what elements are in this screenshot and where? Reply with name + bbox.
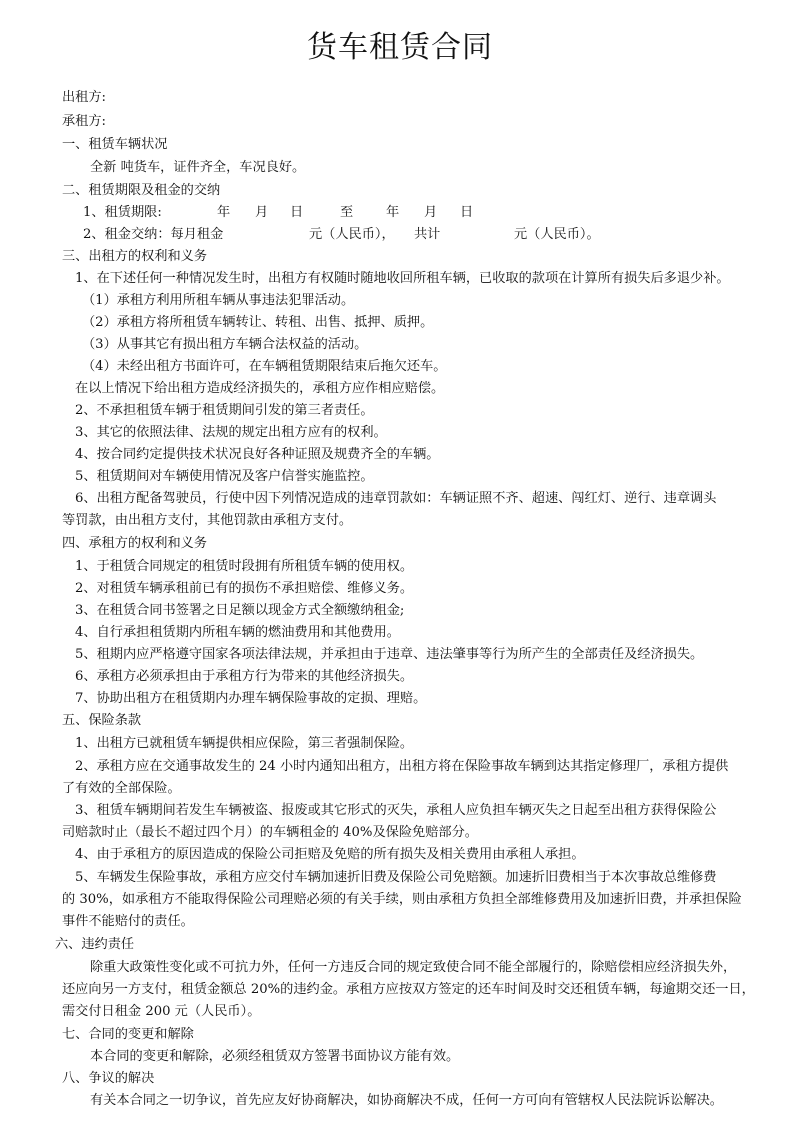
lessee-right-6: 6、承租方必须承担由于承租方行为带来的其他经济损失。	[75, 669, 414, 684]
breach-line-2: 还应向另一方支付，租赁金额总 20%的违约金。承租方应按双方签定的还车时间及时交还租赁车辆，每逾期交还一日，	[62, 982, 755, 997]
section-1-heading: 一、租赁车辆状况	[62, 137, 168, 152]
lessor-label: 出租方:	[62, 90, 107, 105]
amendment-text: 本合同的变更和解除，必须经租赁双方签署书面协议方能有效。	[90, 1049, 460, 1064]
lessee-right-4: 4、自行承担租赁期内所租车辆的燃油费用和其他费用。	[75, 625, 400, 640]
lessor-right-1-item-2: （2）承租方将所租赁车辆转让、转租、出售、抵押、质押。	[82, 315, 434, 330]
dispute-text: 有关本合同之一切争议，首先应友好协商解决，如协商解决不成，任何一方可向有管辖权人民法院诉讼解决。	[90, 1093, 723, 1108]
total-label: 共计	[414, 227, 441, 242]
lessor-right-1-item-1: （1）承租方利用所租车辆从事违法犯罪活动。	[82, 293, 355, 308]
lessor-right-3: 3、其它的依照法律、法规的规定出租方应有的权利。	[75, 425, 387, 440]
lessee-right-1: 1、于租赁合同规定的租赁时段拥有所租赁车辆的使用权。	[75, 559, 414, 574]
section-8-heading: 八、争议的解决	[62, 1071, 155, 1086]
breach-line-1: 除重大政策性变化或不可抗力外，任何一方违反合同的规定致使合同不能全部履行的，除赔偿相应经济损失外，	[90, 960, 737, 975]
section-4-heading: 四、承租方的权利和义务	[62, 536, 208, 551]
period-month-start: 月	[255, 205, 269, 220]
breach-line-3: 需交付日租金 200 元（人民币）。	[62, 1004, 261, 1019]
section-6-heading: 六、违约责任	[55, 937, 135, 952]
period-month-end: 月	[424, 205, 438, 220]
insurance-5-line-2: 的 30%，如承租方不能取得保险公司理赔必须的有关手续，则由承租方负担全部维修费用及加速折旧费，并承担保险	[62, 892, 742, 907]
insurance-3-line-1: 3、租赁车辆期间若发生车辆被盗、报废或其它形式的灭失，承租人应负担车辆灭失之日起至出租方获得保险公	[75, 803, 717, 818]
lessor-right-1: 1、在下述任何一种情况发生时，出租方有权随时随地收回所租车辆，已收取的款项在计算所有损失后多退少补。	[75, 271, 730, 286]
rental-period-label: 1、租赁期限:	[83, 205, 162, 220]
rent-label: 2、租金交纳：每月租金	[83, 227, 224, 242]
section-1-text: 全新 吨货车，证件齐全，车况良好。	[90, 160, 306, 175]
section-2-heading: 二、租赁期限及租金的交纳	[62, 183, 221, 198]
lessee-right-3: 3、在租赁合同书签署之日足额以现金方式全额缴纳租金;	[75, 603, 405, 618]
insurance-2-line-1: 2、承租方应在交通事故发生的 24 小时内通知出租方，出租方将在保险事故车辆到达其指定修理厂，承租方提供	[75, 759, 729, 774]
lessor-right-6-line-2: 等罚款，由出租方支付，其他罚款由承租方支付。	[62, 513, 353, 528]
section-7-heading: 七、合同的变更和解除	[62, 1027, 194, 1042]
lessor-right-6-line-1: 6、出租方配备驾驶员，行使中因下列情况造成的违章罚款如：车辆证照不齐、超速、闯红灯、逆行、违章调头	[75, 491, 717, 506]
insurance-2-line-2: 了有效的全部保险。	[62, 781, 181, 796]
total-unit: 元（人民币）。	[514, 227, 600, 242]
section-3-heading: 三、出租方的权利和义务	[62, 249, 208, 264]
insurance-4: 4、由于承租方的原因造成的保险公司拒赔及免赔的所有损失及相关费用由承租人承担。	[75, 847, 585, 862]
section-5-heading: 五、保险条款	[62, 713, 142, 728]
insurance-5-line-1: 5、车辆发生保险事故，承租方应交付车辆加速折旧费及保险公司免赔额。加速折旧费相当于本次事故总维修费	[75, 870, 717, 885]
lessor-right-4: 4、按合同约定提供技术状况良好各种证照及规费齐全的车辆。	[75, 447, 440, 462]
lessor-right-2: 2、不承担租赁车辆于租赁期间引发的第三者责任。	[75, 403, 374, 418]
lessee-label: 承租方:	[62, 114, 107, 129]
lessor-right-5: 5、租赁期间对车辆使用情况及客户信誉实施监控。	[75, 469, 374, 484]
lessee-right-5: 5、租期内应严格遵守国家各项法律法规，并承担由于违章、违法肇事等行为所产生的全部责任及经济损失。	[75, 647, 704, 662]
insurance-1: 1、出租方已就租赁车辆提供相应保险，第三者强制保险。	[75, 736, 414, 751]
lessee-right-2: 2、对租赁车辆承租前已有的损伤不承担赔偿、维修义务。	[75, 581, 414, 596]
period-to: 至	[340, 205, 354, 220]
document-title: 货车租赁合同	[307, 30, 493, 65]
rent-unit: 元（人民币），	[309, 227, 395, 242]
insurance-5-line-3: 事件不能赔付的责任。	[62, 914, 194, 929]
insurance-3-line-2: 司赔款时止（最长不超过四个月）的车辆租金的 40%及保险免赔部分。	[62, 825, 478, 840]
lessor-right-1-after: 在以上情况下给出租方造成经济损失的，承租方应作相应赔偿。	[75, 381, 445, 396]
period-day-end: 日	[460, 205, 474, 220]
period-year-start: 年	[217, 205, 231, 220]
period-day-start: 日	[290, 205, 304, 220]
lessor-right-1-item-3: （3）从事其它有损出租方车辆合法权益的活动。	[82, 337, 368, 352]
lessee-right-7: 7、协助出租方在租赁期内办理车辆保险事故的定损、理赔。	[75, 691, 427, 706]
period-year-end: 年	[386, 205, 400, 220]
lessor-right-1-item-4: （4）未经出租方书面许可，在车辆租赁期限结束后拖欠还车。	[82, 359, 447, 374]
